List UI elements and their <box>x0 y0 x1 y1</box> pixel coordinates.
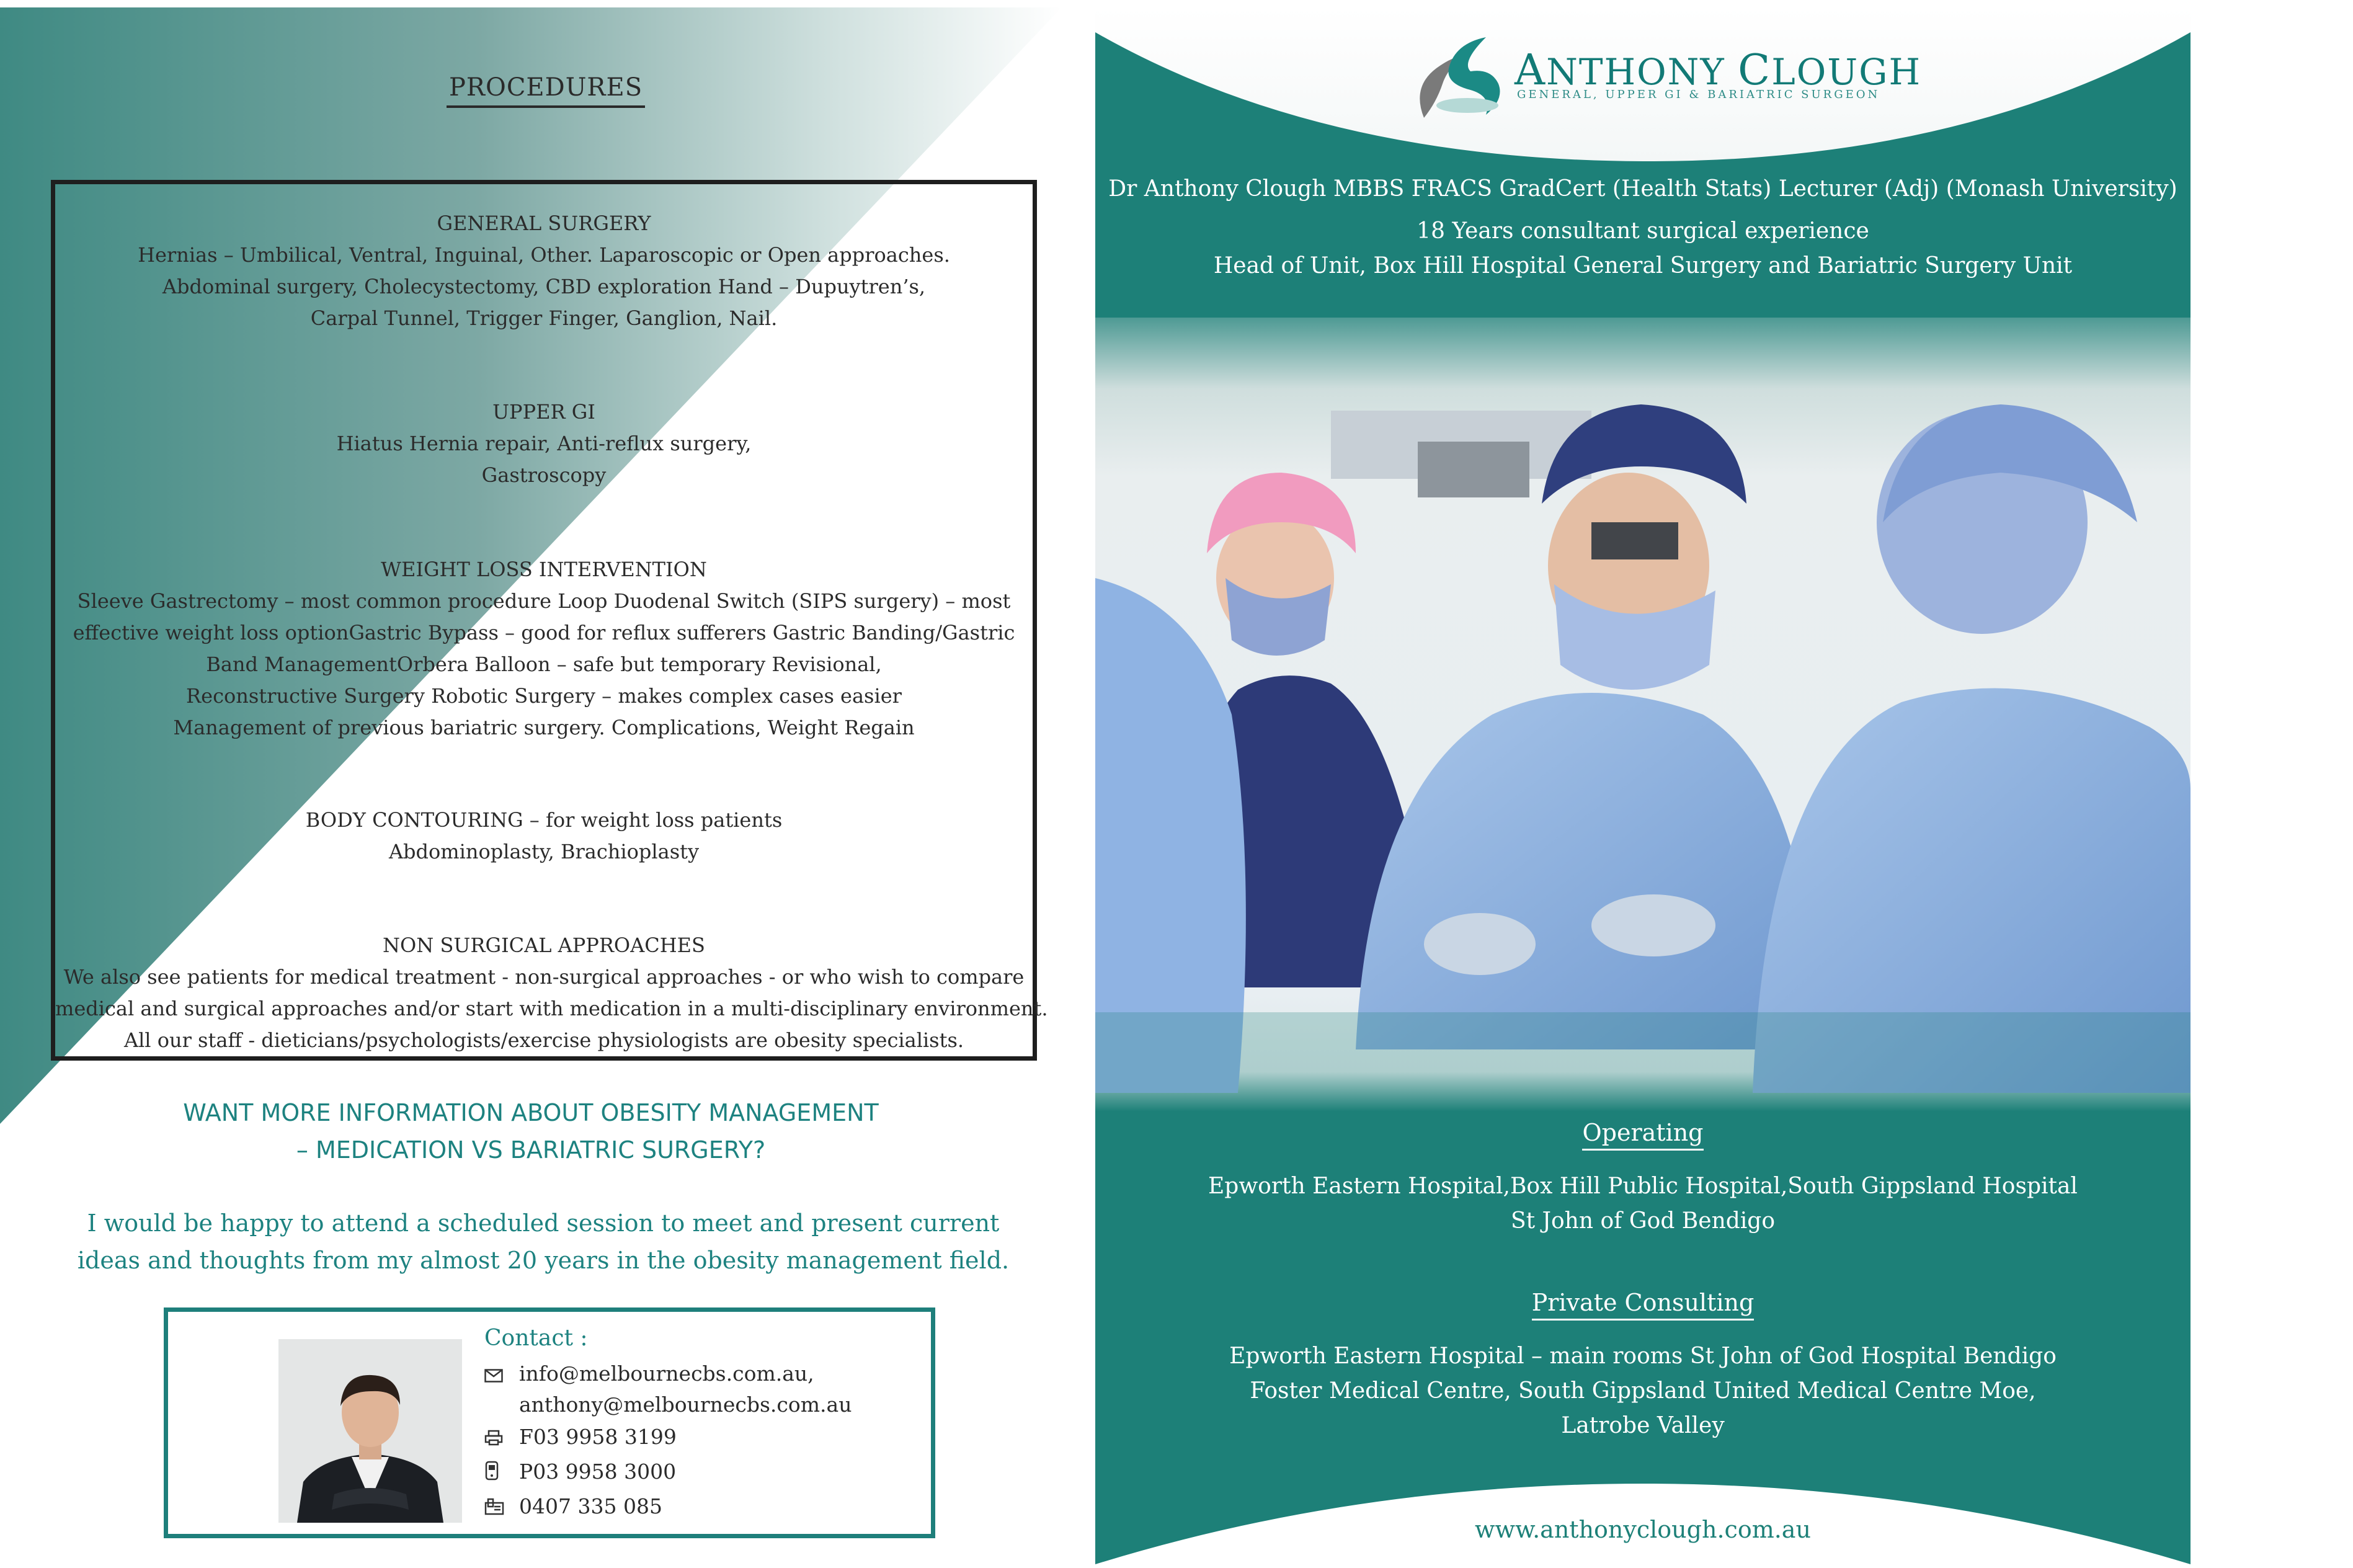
info-question <box>0 1094 1062 1169</box>
website-link[interactable]: www.anthonyclough.com.au <box>1475 1516 1811 1543</box>
consulting-line: Epworth Eastern Hospital – main rooms St John of God Hospital Bendigo <box>1229 1343 2057 1369</box>
contact-box <box>164 1307 935 1538</box>
body-contouring-section <box>55 804 1033 868</box>
section-heading: BODY CONTOURING – for weight loss patients <box>305 808 783 832</box>
contact-phone-row <box>484 1459 676 1486</box>
info-offer <box>0 1205 1062 1279</box>
section-line: Hernias – Umbilical, Ventral, Inguinal, Other. Laparoscopic or Open approaches. <box>138 243 950 267</box>
section-line: We also see patients for medical treatment - non-surgical approaches - or who wish to compare <box>63 965 1025 989</box>
section-line: Carpal Tunnel, Trigger Finger, Ganglion, Nail. <box>310 306 778 330</box>
brand-tagline: GENERAL, UPPER GI & BARIATRIC SURGEON <box>1517 88 1880 101</box>
info-offer-line: I would be happy to attend a scheduled session to meet and present current <box>87 1209 1000 1237</box>
procedures-panel <box>0 7 1062 1568</box>
section-line: medical and surgical approaches and/or start with medication in a multi-disciplinary environment. <box>55 997 1048 1020</box>
section-line: All our staff - dieticians/psychologists/exercise physiologists are obesity specialists. <box>123 1028 964 1052</box>
section-line: Gastroscopy <box>481 463 607 487</box>
fax-number: F03 9958 3199 <box>519 1425 677 1449</box>
envelope-icon <box>484 1363 505 1388</box>
bio-credentials: Dr Anthony Clough MBBS FRACS GradCert (Health Stats) Lecturer (Adj) (Monash University) <box>1108 176 2177 202</box>
contact-email-row-2 <box>484 1392 852 1417</box>
contact-title: Contact : <box>484 1325 588 1351</box>
email-link-info[interactable]: info@melbournecbs.com.au, <box>519 1361 814 1386</box>
section-line: Abdominoplasty, Brachioplasty <box>388 840 700 863</box>
section-line: Sleeve Gastrectomy – most common procedure Loop Duodenal Switch (SIPS surgery) – most <box>77 589 1011 613</box>
operating-line: Epworth Eastern Hospital,Box Hill Public Hospital,South Gippsland Hospital <box>1208 1174 2078 1199</box>
mobile-number[interactable]: 0407 335 085 <box>519 1494 662 1518</box>
brand-name: ANTHONY CLOUGH <box>1515 46 1922 95</box>
section-heading: GENERAL SURGERY <box>437 212 651 235</box>
surgical-team-photo <box>1095 318 2191 1111</box>
section-heading: UPPER GI <box>492 400 595 424</box>
phone-number[interactable]: P03 9958 3000 <box>519 1459 677 1484</box>
mobile-phone-icon <box>484 1496 505 1520</box>
info-offer-line: ideas and thoughts from my almost 20 years in the obesity management field. <box>77 1247 1010 1274</box>
section-line: Management of previous bariatric surgery. Complications, Weight Regain <box>173 716 915 739</box>
non-surgical-section <box>55 930 1048 1056</box>
section-line: Hiatus Hernia repair, Anti-reflux surgery, <box>336 432 752 455</box>
general-surgery-section <box>55 208 1033 334</box>
section-heading: WEIGHT LOSS INTERVENTION <box>381 558 707 581</box>
brochure-front-panel <box>1095 7 2191 1564</box>
procedures-box <box>51 180 1048 1061</box>
section-heading: NON SURGICAL APPROACHES <box>383 933 705 957</box>
upper-gi-section <box>55 396 1033 491</box>
contact-email-row <box>484 1361 814 1388</box>
consulting-line: Latrobe Valley <box>1561 1413 1725 1438</box>
logo-emblem-icon <box>1412 31 1511 124</box>
contact-fax-row <box>484 1425 677 1451</box>
bio-position: Head of Unit, Box Hill Hospital General Surgery and Bariatric Surgery Unit <box>1213 253 2073 278</box>
info-question-line: – MEDICATION VS BARIATRIC SURGERY? <box>296 1136 766 1164</box>
footer-wave <box>1095 1459 2191 1564</box>
fax-icon <box>484 1427 505 1451</box>
contact-mobile-row <box>484 1494 662 1520</box>
bio-experience: 18 Years consultant surgical experience <box>1417 218 1869 244</box>
operating-heading: Operating <box>1095 1119 2191 1146</box>
private-consulting-heading: Private Consulting <box>1095 1289 2191 1316</box>
consulting-line: Foster Medical Centre, South Gippsland United Medical Centre Moe, <box>1250 1378 2036 1404</box>
info-question-line: WANT MORE INFORMATION ABOUT OBESITY MANAGEMENT <box>183 1099 879 1126</box>
section-line: Reconstructive Surgery Robotic Surgery – makes complex cases easier <box>186 684 902 708</box>
section-line: Band ManagementOrbera Balloon – safe but temporary Revisional, <box>206 653 882 676</box>
email-link-anthony[interactable]: anthony@melbournecbs.com.au <box>519 1392 852 1417</box>
phone-icon <box>484 1461 505 1486</box>
weight-loss-section <box>55 554 1033 744</box>
surgeon-portrait-photo <box>278 1339 462 1523</box>
operating-line: St John of God Bendigo <box>1510 1208 1776 1234</box>
section-line: Abdominal surgery, Cholecystectomy, CBD exploration Hand – Dupuytren’s, <box>162 275 926 298</box>
surgeon-portrait-illustration <box>278 1339 462 1523</box>
procedures-title: PROCEDURES <box>447 73 645 108</box>
section-line: effective weight loss optionGastric Bypass – good for reflux sufferers Gastric Banding/Gastric <box>73 621 1015 644</box>
